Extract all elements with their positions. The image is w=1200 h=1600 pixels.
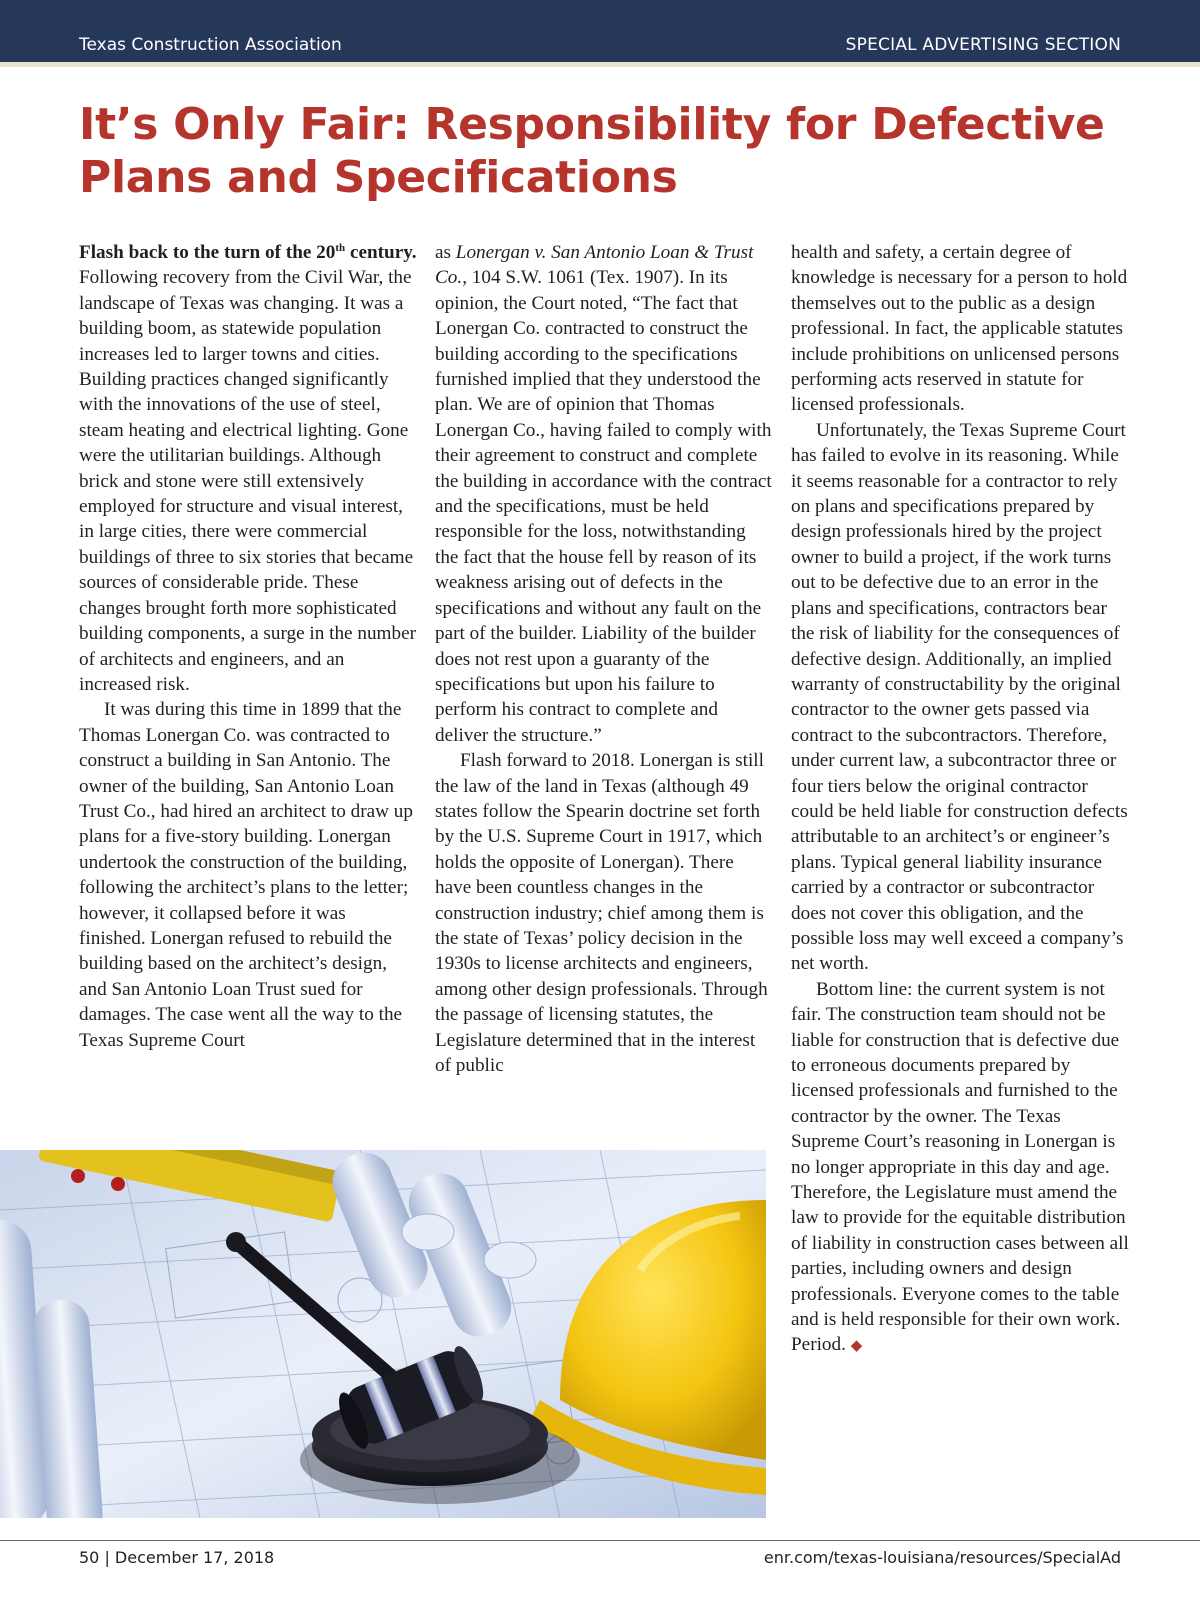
paragraph: Flash back to the turn of the 20th century. Following recovery from the Civil War, the landscape of Texas was changing. It was a building boom, as statewide population increases led to larger towns and cities. Building practices changed significantly with the innovations of the use of steel, steam heating and electrical lighting. Gone were the utilitarian buildings. Although brick and stone were still extensively employed for structure and visual interest, in large cities, there were commercial buildings of three to six stories that became sources of considerable pride. These changes brought forth more sophisticated building components, a surge in the number of architects and engineers, and an increased risk.	[79, 242, 417, 695]
case-citation: Lonergan v. San Antonio Loan & Trust Co.	[435, 242, 754, 289]
page-number-date: 50 | December 17, 2018	[79, 1548, 275, 1567]
paragraph: health and safety, a certain degree of knowledge is necessary for a person to hold themselves out to the public as a design professional. In fact, the applicable statutes include prohibitions on unlicensed persons performing acts reserved in statute for licensed professionals.	[791, 242, 1128, 416]
paragraph: as Lonergan v. San Antonio Loan & Trust Co., 104 S.W. 1061 (Tex. 1907). In its opinion, the Court noted, “The fact that Lonergan Co. contracted to construct the building according to the specifications furnished implied that they understood the plan. We are of opinion that Thomas Lonergan Co., having failed to comply with their agreement to construct and complete the building in accordance with the contract and the specifications, must be held responsible for the loss, notwithstanding the fact that the house fell by reason of its weakness arising out of defects in the specifications and without any fault on the part of the builder. Liability of the builder does not rest upon a guaranty of the specifications but upon his failure to perform his contract to complete and deliver the structure.”	[435, 242, 772, 746]
article-column-3	[791, 240, 1131, 1359]
paragraph: Unfortunately, the Texas Supreme Court has failed to evolve in its reasoning. While it seems reasonable for a contractor to rely on plans and specifications prepared by design professionals hired by the project owner to build a project, if the work turns out to be defective due to an error in the plans and specifications, contractors bear the risk of liability for the consequences of defective design. Additionally, an implied warranty of constructability by the original contractor to the owner gets passed via contract to the subcontractors. Therefore, under current law, a subcontractor three or four tiers below the original contractor could be held liable for construction defects attributable to an architect’s or engineer’s plans. Typical general liability insurance carried by a contractor or subcontractor does not cover this obligation, and the possible loss may well exceed a company’s net worth.	[791, 419, 1128, 975]
lead-in: Flash back to the turn of the 20th century.	[79, 242, 417, 263]
end-mark-icon: ◆	[850, 1336, 863, 1355]
paragraph: It was during this time in 1899 that the Thomas Lonergan Co. was contracted to construct a building in San Antonio. The owner of the building, San Antonio Loan Trust Co., had hired an architect to draw up plans for a five-story building. Lonergan undertook the construction of the building, following the architect’s plans to the letter; however, it collapsed before it was finished. Lonergan refused to rebuild the building based on the architect’s design, and San Antonio Loan Trust sued for damages. The case went all the way to the Texas Supreme Court	[79, 699, 413, 1051]
section-label: SPECIAL ADVERTISING SECTION	[845, 35, 1121, 55]
article-column-1	[79, 240, 417, 1053]
publication-name: Texas Construction Association	[79, 35, 342, 55]
footer-url: enr.com/texas-louisiana/resources/SpecialAd	[763, 1548, 1121, 1567]
paragraph: Bottom line: the current system is not fair. The construction team should not be liable for construction that is defective due to erroneous documents prepared by licensed professionals and furnished to the contractor by the owner. The Texas Supreme Court’s reasoning in Lonergan is no longer appropriate in this day and age. Therefore, the Legislature must amend the law to provide for the equitable distribution of liability in construction cases between all parties, including owners and design professionals. Everyone comes to the table and is held responsible for their own work. Period. ◆	[791, 978, 1129, 1356]
gavel-blueprints-hardhat-photo	[0, 1150, 766, 1518]
footer-rule	[0, 1540, 1200, 1541]
article-title: It’s Only Fair: Responsibility for Defective Plans and Specifications	[79, 99, 1105, 203]
article-column-2	[435, 240, 773, 1078]
header-rule	[0, 62, 1200, 67]
paragraph: Flash forward to 2018. Lonergan is still the law of the land in Texas (although 49 states follow the Spearin doctrine set forth by the U.S. Supreme Court in 1917, which holds the opposite of Lonergan). There have been countless changes in the construction industry; chief among them is the state of Texas’ policy decision in the 1930s to license architects and engineers, among other design professionals. Through the passage of licensing statutes, the Legislature determined that in the interest of public	[435, 750, 768, 1076]
